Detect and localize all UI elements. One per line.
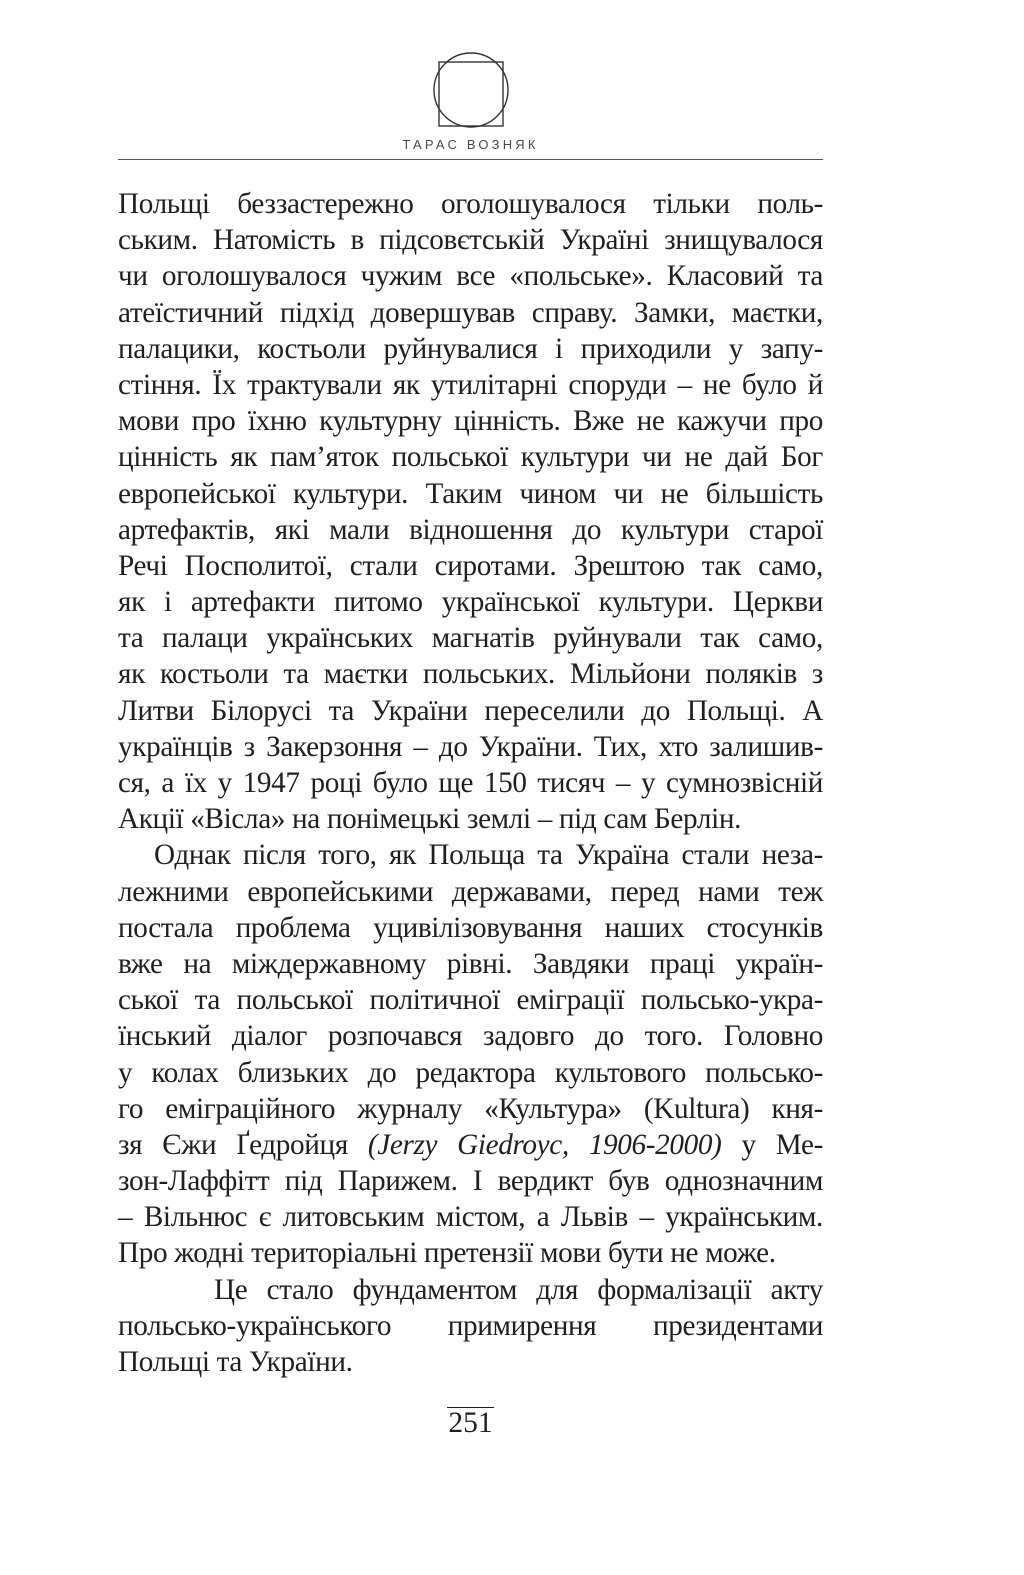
text-line: атеїстичний підхід довершував справу. Замки, маєтки, <box>118 296 823 329</box>
text-line: у колах близьких до редактора культового польсько- <box>118 1056 823 1089</box>
text-line: українців з Закерзоння – до України. Тих, хто залишив- <box>118 730 823 763</box>
text-line: Польщі беззастережно оголошувалося тільки поль- <box>118 188 823 220</box>
paragraph <box>118 1272 823 1381</box>
text-line: їнський діалог розпочався задовго до того. Головно <box>118 1020 823 1053</box>
text-line: ської та польської політичної еміграції польсько-укра- <box>118 984 823 1017</box>
text-line: вже на міждержавному рівні. Завдяки праці україн- <box>118 947 823 980</box>
text-line: як костьоли та маєтки польських. Мільйони поляків з <box>118 658 823 691</box>
text-line: европейської культури. Таким чином чи не більшість <box>118 477 823 510</box>
text-line: ським. Натомість в підсовєтській Україні знищувалося <box>118 224 823 257</box>
header-rule <box>118 159 823 160</box>
text-line: Це стало фундаментом для формалізації акту <box>214 1273 823 1306</box>
page-body-text <box>118 186 823 1380</box>
text-line: Про жодні територіальні претензії мови бути не може. <box>118 1237 776 1270</box>
text-line: – Вільнюс є литовським містом, а Львів – українським. <box>118 1201 823 1234</box>
text-line: Акції «Вісла» на понімецькі землі – під сам Берлін. <box>118 803 742 836</box>
text-line: чи оголошувалося чужим все «польське». Класовий та <box>118 260 823 293</box>
text-line: як і артефакти питомо української культури. Церкви <box>118 586 823 619</box>
text-line: ся, а їх у 1947 році було ще 150 тисяч – у сумнозвісній <box>118 767 823 799</box>
text-line: Литви Білорусі та України переселили до Польщі. А <box>118 694 823 727</box>
text-line: Польщі та України. <box>118 1346 353 1378</box>
text-line: Однак після того, як Польща та Україна стали неза- <box>154 839 823 872</box>
paragraph <box>118 837 823 1271</box>
text-line: мови про їхню культурну цінність. Вже не кажучи про <box>118 405 823 438</box>
text-line: стіння. Їх трактували як утилітарні споруди – не було й <box>118 368 823 401</box>
text-line: палацики, костьоли руйнувалися і приходили у запу- <box>118 332 823 365</box>
text-line: лежними европейськими державами, перед нами теж <box>118 875 823 908</box>
text-line: Речі Посполитої, стали сиротами. Зрештою так само, <box>118 549 823 582</box>
circle-square-emblem-icon <box>431 50 511 130</box>
text-line: артефактів, які мали відношення до культури старої <box>118 513 823 546</box>
page-number <box>0 1403 941 1443</box>
text-line: польсько-українського примирення президентами <box>118 1309 823 1342</box>
text-line: та палаци українських магнатів руйнували так само, <box>118 622 823 655</box>
text-line: постала проблема уцивілізовування наших стосунків <box>118 911 823 944</box>
page-number-label: 251 <box>448 1407 493 1439</box>
running-head-author: ТАРАС ВОЗНЯК <box>402 137 539 152</box>
text-line: го еміграційного журналу «Культура» (Kultura) кня- <box>118 1092 823 1125</box>
text-line: зя Єжи Ґедройця (Jerzy Giedroyc, 1906-2000) у Ме- <box>118 1128 823 1161</box>
italic-citation: (Jerzy Giedroyc, 1906-2000) <box>367 1128 722 1161</box>
text-line: зон-Лаффітт під Парижем. І вердикт був однозначним <box>118 1165 823 1198</box>
text-line: цінність як пам’яток польської культури чи не дай Бог <box>118 441 823 474</box>
paragraph <box>118 186 823 837</box>
